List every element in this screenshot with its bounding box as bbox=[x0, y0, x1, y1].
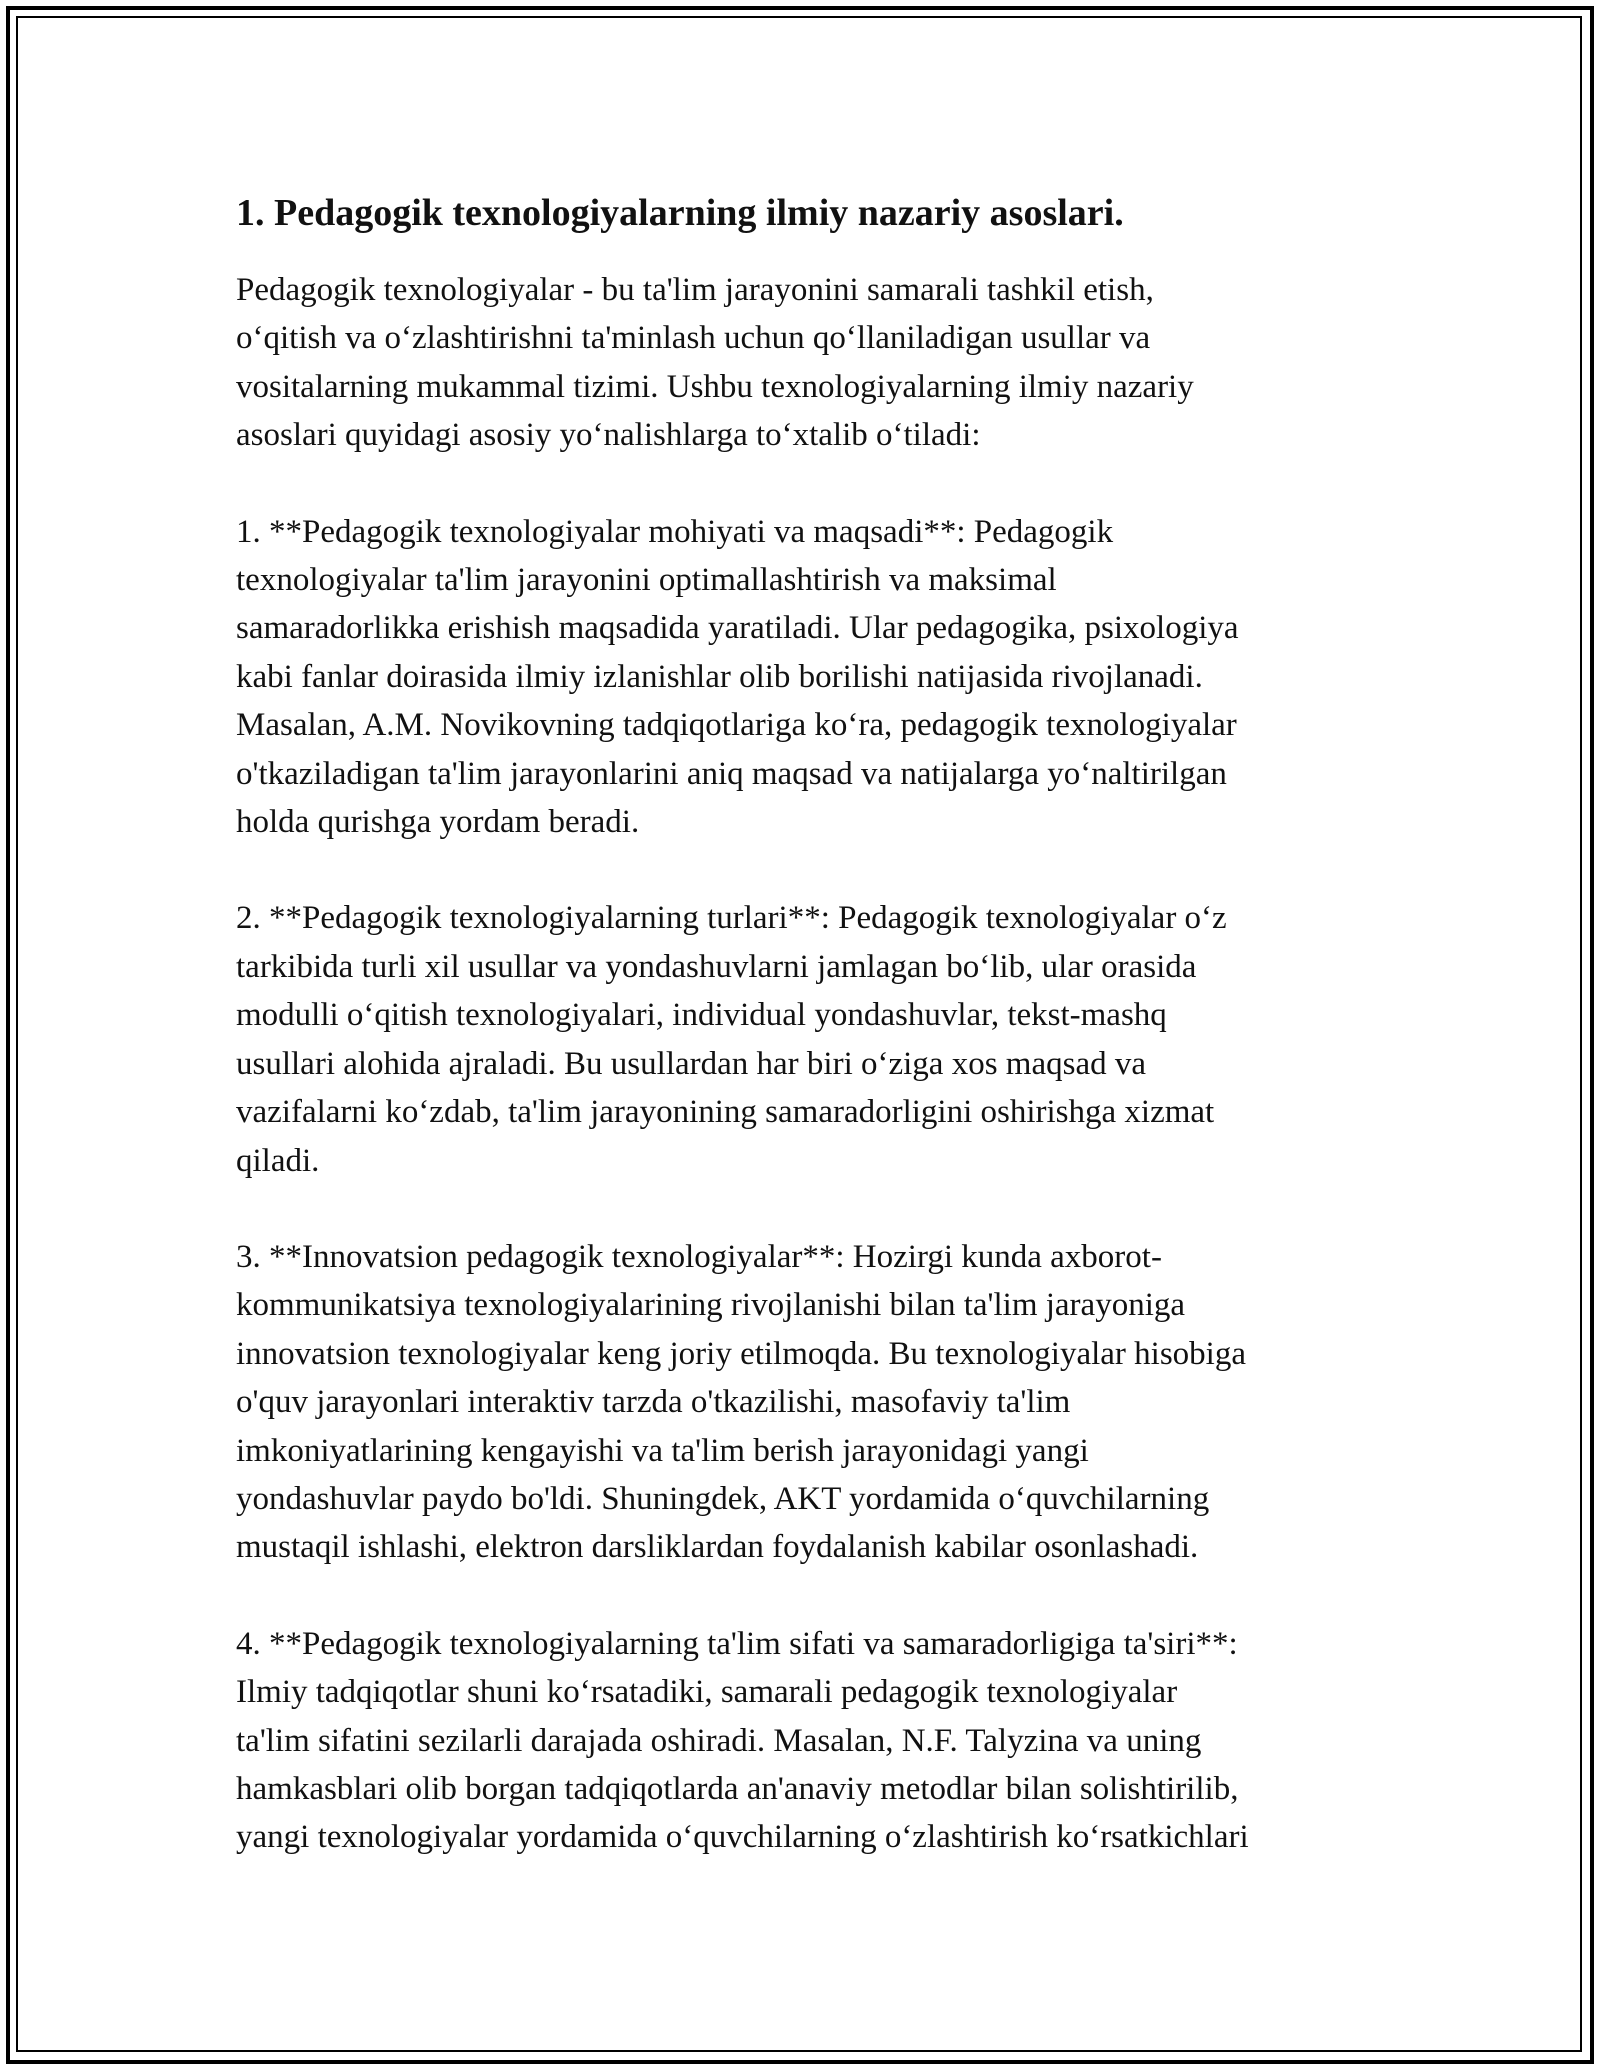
text-line: Masalan, A.M. Novikovning tadqiqotlariga ko‘ra, pedagogik texnologiyalar bbox=[236, 707, 1237, 744]
text-line: 3. **Innovatsion pedagogik texnologiyalar**: Hozirgi kunda axborot- bbox=[236, 1238, 1162, 1275]
text-line: vositalarning mukammal tizimi. Ushbu texnologiyalarning ilmiy nazariy bbox=[236, 368, 1194, 405]
text-line: Ilmiy tadqiqotlar shuni ko‘rsatadiki, samarali pedagogik texnologiyalar bbox=[236, 1674, 1178, 1711]
text-line: ta'lim sifatini sezilarli darajada oshiradi. Masalan, N.F. Talyzina va uning bbox=[236, 1722, 1202, 1759]
text-line: tarkibida turli xil usullar va yondashuvlarni jamlagan bo‘lib, ular orasida bbox=[236, 948, 1197, 985]
text-line: 1. **Pedagogik texnologiyalar mohiyati va maqsadi**: Pedagogik bbox=[236, 513, 1114, 550]
text-line: o'quv jarayonlari interaktiv tarzda o'tkazilishi, masofaviy ta'lim bbox=[236, 1384, 1071, 1421]
text-line: samaradorlikka erishish maqsadida yaratiladi. Ular pedagogika, psixologiya bbox=[236, 610, 1239, 647]
text-line: o'tkaziladigan ta'lim jarayonlarini aniq maqsad va natijalarga yo‘naltirilgan bbox=[236, 755, 1227, 792]
text-line: 4. **Pedagogik texnologiyalarning ta'lim sifati va samaradorligiga ta'siri**: bbox=[236, 1625, 1238, 1662]
text-line: innovatsion texnologiyalar keng joriy etilmoqda. Bu texnologiyalar hisobiga bbox=[236, 1335, 1246, 1372]
text-line: modulli o‘qitish texnologiyalari, individual yondashuvlar, tekst-mashq bbox=[236, 997, 1167, 1034]
paragraph bbox=[236, 266, 1376, 460]
text-line: mustaqil ishlashi, elektron darsliklardan foydalanish kabilar osonlashadi. bbox=[236, 1529, 1199, 1566]
text-line: Pedagogik texnologiyalar - bu ta'lim jarayonini samarali tashkil etish, bbox=[236, 272, 1154, 308]
text-line: 2. **Pedagogik texnologiyalarning turlari**: Pedagogik texnologiyalar o‘z bbox=[236, 900, 1227, 937]
paragraph-list bbox=[236, 266, 1376, 1862]
text-line: o‘qitish va o‘zlashtirishni ta'minlash uchun qo‘llaniladigan usullar va bbox=[236, 320, 1151, 357]
text-line: hamkasblari olib borgan tadqiqotlarda an'anaviy metodlar bilan solishtirilib, bbox=[236, 1770, 1239, 1807]
paragraph bbox=[236, 1620, 1376, 1862]
document-title: 1. Pedagogik texnologiyalarning ilmiy nazariy asoslari. bbox=[236, 192, 1124, 234]
text-line: imkoniyatlarining kengayishi va ta'lim berish jarayonidagi yangi bbox=[236, 1432, 1089, 1469]
paragraph bbox=[236, 894, 1376, 1184]
text-line: holda qurishga yordam beradi. bbox=[236, 804, 640, 841]
text-line: texnologiyalar ta'lim jarayonini optimallashtirish va maksimal bbox=[236, 562, 1057, 599]
text-line: kabi fanlar doirasida ilmiy izlanishlar olib borilishi natijasida rivojlanadi. bbox=[236, 658, 1203, 695]
text-line: asoslari quyidagi asosiy yo‘nalishlarga to‘xtalib o‘tiladi: bbox=[236, 417, 981, 454]
text-line: qiladi. bbox=[236, 1142, 320, 1179]
paragraph bbox=[236, 508, 1376, 847]
text-line: yangi texnologiyalar yordamida o‘quvchilarning o‘zlashtirish ko‘rsatkichlari bbox=[236, 1819, 1249, 1856]
text-line: yondashuvlar paydo bo'ldi. Shuningdek, AKT yordamida o‘quvchilarning bbox=[236, 1480, 1210, 1517]
text-line: usullari alohida ajraladi. Bu usullardan har biri o‘ziga xos maqsad va bbox=[236, 1045, 1146, 1082]
document-body bbox=[236, 186, 1376, 1910]
text-line: vazifalarni ko‘zdab, ta'lim jarayonining samaradorligini oshirishga xizmat bbox=[236, 1094, 1215, 1131]
text-line: kommunikatsiya texnologiyalarining rivojlanishi bilan ta'lim jarayoniga bbox=[236, 1287, 1186, 1324]
paragraph bbox=[236, 1233, 1376, 1572]
